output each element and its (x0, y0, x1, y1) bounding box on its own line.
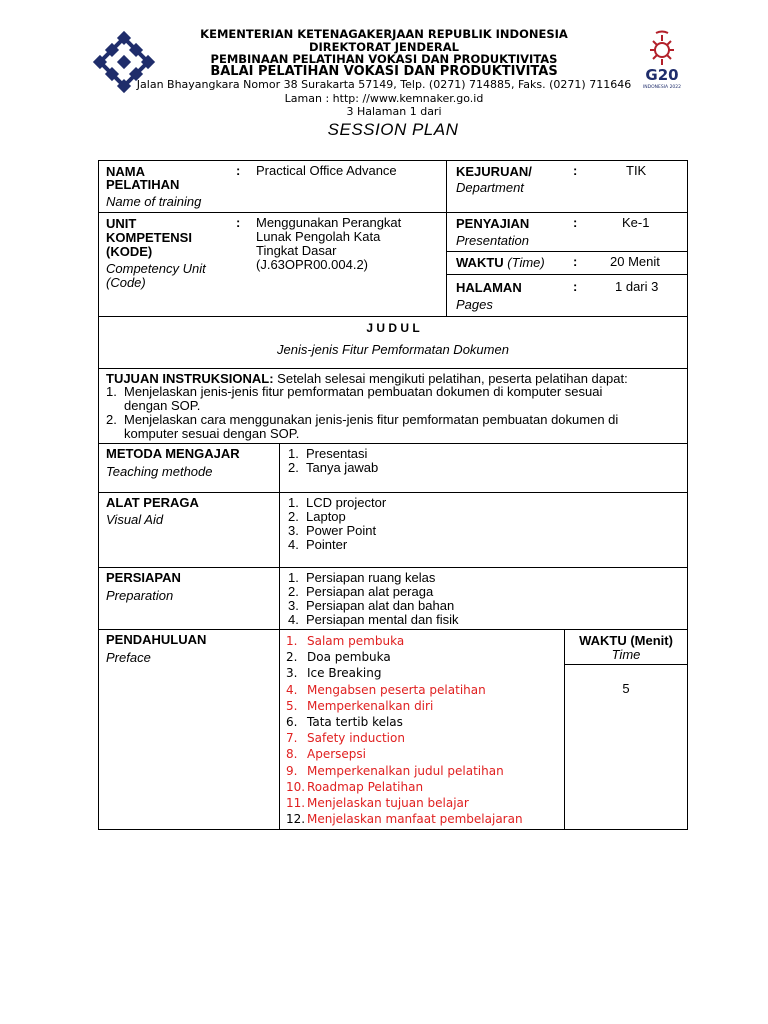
header-directorate: DIREKTORAT JENDERAL (308, 40, 460, 54)
unit-sub-a: Competency Unit (106, 261, 206, 276)
persiapan-sub: Preparation (106, 588, 174, 603)
list-item: 3. Persiapan alat dan bahan (288, 598, 455, 613)
colon: : (573, 254, 578, 269)
nama-label-a: NAMA (106, 164, 145, 179)
metoda-list (288, 447, 378, 475)
kejuruan-value: TIK (626, 163, 647, 178)
tujuan-item-2-num: 2. (106, 412, 117, 427)
metoda-label: METODA MENGAJAR (106, 446, 240, 461)
kejuruan-label: KEJURUAN/ (456, 164, 532, 179)
list-item: 3. Power Point (288, 523, 377, 538)
page-title: SESSION PLAN (327, 120, 459, 139)
penyajian-sub: Presentation (456, 233, 529, 248)
list-item: 1. LCD projector (288, 495, 387, 510)
unit-label-a: UNIT (106, 216, 137, 231)
pendahuluan-waktu-label: WAKTU (Menit) (579, 633, 673, 648)
list-item: 4. Pointer (288, 537, 348, 552)
list-item: 11. Menjelaskan tujuan belajar (286, 795, 469, 810)
list-item: 3. Ice Breaking (286, 666, 382, 681)
colon: : (573, 279, 578, 294)
list-item: 2. Doa pembuka (286, 650, 391, 665)
persiapan-list (288, 571, 458, 627)
unit-label-b: KOMPETENSI (106, 230, 192, 245)
colon: : (236, 163, 241, 178)
list-item: 6. Tata tertib kelas (286, 714, 403, 729)
unit-value-b: Lunak Pengolah Kata (256, 229, 381, 244)
list-item: 1. Persiapan ruang kelas (288, 570, 436, 585)
list-item: 10. Roadmap Pelatihan (286, 779, 424, 794)
tujuan-heading: TUJUAN INSTRUKSIONAL: Setelah selesai mengikuti pelatihan, peserta pelatihan dapat: (106, 371, 628, 386)
header-ministry: KEMENTERIAN KETENAGAKERJAAN REPUBLIK INDONESIA (200, 27, 568, 41)
header-address: Jalan Bhayangkara Nomor 38 Surakarta 57149, Telp. (0271) 714885, Faks. (0271) 711646 (136, 78, 632, 91)
list-item: 1. Presentasi (288, 446, 368, 461)
waktu-value: 20 Menit (610, 254, 660, 269)
pendahuluan-waktu-sub: Time (611, 647, 641, 662)
nama-sub: Name of training (106, 194, 202, 209)
metoda-sub: Teaching methode (106, 464, 213, 479)
tujuan-item-1-num: 1. (106, 384, 117, 399)
persiapan-label: PERSIAPAN (106, 570, 181, 585)
tujuan-item-2: Menjelaskan cara menggunakan jenis-jenis fitur pemformatan pembuatan dokumen di (124, 412, 619, 427)
alat-list (288, 496, 386, 552)
colon: : (573, 215, 578, 230)
kejuruan-sub: Department (456, 180, 524, 195)
colon: : (573, 163, 578, 178)
judul-value: Jenis-jenis Fitur Pemformatan Dokumen (277, 342, 509, 357)
header-website: Laman : http: //www.kemnaker.go.id (284, 92, 484, 105)
judul-label: J U D U L (366, 321, 420, 335)
list-item: 2. Persiapan alat peraga (288, 584, 434, 599)
list-item: 2. Laptop (288, 509, 346, 524)
waktu-row: WAKTU (Time) (456, 255, 545, 270)
unit-value-c: Tingkat Dasar (256, 243, 337, 258)
nama-label-b: PELATIHAN (106, 177, 180, 192)
header-balai: BALAI PELATIHAN VOKASI DAN PRODUKTIVITAS (210, 64, 558, 79)
halaman-label: HALAMAN (456, 280, 522, 295)
pendahuluan-waktu-value: 5 (622, 681, 630, 696)
halaman-value: 1 dari 3 (615, 279, 659, 294)
unit-value-a: Menggunakan Perangkat (256, 215, 402, 230)
list-item: 12. Menjelaskan manfaat pembelajaran (286, 812, 523, 827)
list-item: 2. Tanya jawab (288, 460, 379, 475)
tujuan-item-1: Menjelaskan jenis-jenis fitur pemformatan pembuatan dokumen di komputer sesuai (124, 384, 603, 399)
unit-sub-b: (Code) (106, 275, 146, 290)
pendahuluan-sub: Preface (106, 650, 151, 665)
header-pembinaan: PEMBINAAN PELATIHAN VOKASI DAN PRODUKTIVITAS (210, 52, 558, 66)
tujuan-item-1-cont: dengan SOP. (124, 398, 201, 413)
list-item: 4. Persiapan mental dan fisik (288, 612, 459, 627)
colon: : (236, 215, 241, 230)
list-item: 9. Memperkenalkan judul pelatihan (286, 763, 504, 778)
svg-text:INDONESIA 2022: INDONESIA 2022 (642, 85, 682, 90)
halaman-sub: Pages (456, 297, 493, 312)
unit-value-d: (J.63OPR00.004.2) (256, 257, 369, 272)
list-item: 4. Mengabsen peserta pelatihan (286, 682, 486, 697)
g20-logo (642, 30, 692, 96)
pendahuluan-list (286, 633, 523, 827)
penyajian-value: Ke-1 (622, 215, 650, 230)
unit-label-c: (KODE) (106, 244, 153, 259)
list-item: 1. Salam pembuka (286, 634, 405, 648)
penyajian-label: PENYAJIAN (456, 216, 530, 231)
pendahuluan-label: PENDAHULUAN (106, 632, 207, 647)
svg-text:G20: G20 (645, 66, 679, 84)
tujuan-item-2-cont: komputer sesuai dengan SOP. (124, 426, 300, 441)
alat-sub: Visual Aid (106, 512, 164, 527)
list-item: 7. Safety induction (286, 731, 405, 746)
nama-value: Practical Office Advance (256, 163, 397, 178)
header-page: 3 Halaman 1 dari (346, 105, 442, 118)
list-item: 5. Memperkenalkan diri (286, 698, 434, 713)
list-item: 8. Apersepsi (286, 747, 366, 762)
alat-label: ALAT PERAGA (106, 495, 199, 510)
